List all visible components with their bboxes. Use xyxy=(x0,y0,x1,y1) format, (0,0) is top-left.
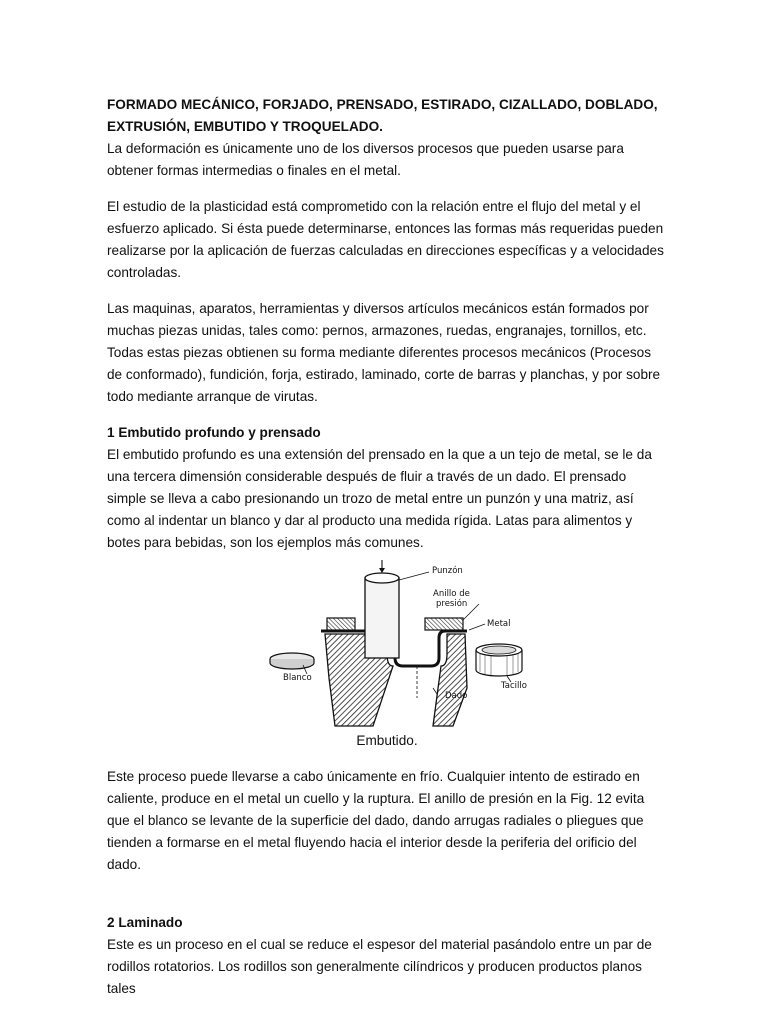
pressure-ring-right xyxy=(425,618,463,630)
intro-paragraph-3: Las maquinas, aparatos, herramientas y diversos artículos mecánicos están formados por muchas piezas unidas, tales como: pernos, armazones, ruedas, engranajes, tornillos, etc. Todas estas piezas obtienen su forma mediante diferentes procesos mecánicos (Procesos de conformado), fundición, forja, estirado, laminado, corte de barras y planchas, y por sobre todo mediante arranque de virutas. xyxy=(107,301,661,404)
section-2-heading: 2 Laminado xyxy=(107,915,183,930)
label-dado: Dado xyxy=(445,691,468,701)
section-1-heading: 1 Embutido profundo y prensado xyxy=(107,425,321,440)
figure-caption: Embutido. xyxy=(356,733,418,748)
intro-paragraph-1: La deformación es únicamente uno de los diversos procesos que pueden usarse para obtener formas intermedias o finales en el metal. xyxy=(107,141,624,178)
intro-paragraph-2: El estudio de la plasticidad está comprometido con la relación entre el flujo del metal y el esfuerzo aplicado. Si ésta puede determinarse, entonces las formas más requeridas pueden realizarse por la aplicación de fuerzas calculadas en direcciones específicas y a velocidades controladas. xyxy=(107,199,664,280)
section-spacer xyxy=(107,890,667,912)
label-metal: Metal xyxy=(487,619,511,629)
label-punzon: Punzón xyxy=(432,566,463,576)
document-page xyxy=(107,94,667,1014)
section-1-paragraph: El embutido profundo es una extensión del prensado en la que a un tejo de metal, se le da una tercera dimensión considerable después de fluir a través de un dado. El prensado simple se lleva a cabo presionando un trozo de metal entre un punzón y una matriz, así como al indentar un blanco y dar al producto una medida rígida. Latas para alimentos y botes para bebidas, son los ejemplos más comunes. xyxy=(107,447,652,550)
label-tacillo: Tacillo xyxy=(501,681,527,691)
label-presion: presión xyxy=(436,599,468,609)
document-title: FORMADO MECÁNICO, FORJADO, PRENSADO, ESTIRADO, CIZALLADO, DOBLADO, EXTRUSIÓN, EMBUTIDO Y TROQUELADO. xyxy=(107,97,658,134)
deep-drawing-figure xyxy=(107,558,667,730)
blank-disc-shape xyxy=(270,653,314,669)
label-blanco: Blanco xyxy=(283,673,312,683)
pressure-ring-left xyxy=(327,618,355,630)
deep-drawing-diagram xyxy=(107,558,667,730)
cup-shape xyxy=(476,644,522,676)
section-2-paragraph: Este es un proceso en el cual se reduce el espesor del material pasándolo entre un par de rodillos rotatorios. Los rodillos son generalmente cilíndricos y producen productos planos tales xyxy=(107,937,652,996)
label-anillo: Anillo de xyxy=(433,589,470,599)
section-1-after-paragraph: Este proceso puede llevarse a cabo únicamente en frío. Cualquier intento de estirado en caliente, produce en el metal un cuello y la ruptura. El anillo de presión en la Fig. 12 evita que el blanco se levante de la superficie del dado, dando arrugas radiales o pliegues que tienden a formarse en el metal fluyendo hacia el interior desde la periferia del orificio del dado. xyxy=(107,769,645,872)
punch-shape xyxy=(365,560,399,658)
